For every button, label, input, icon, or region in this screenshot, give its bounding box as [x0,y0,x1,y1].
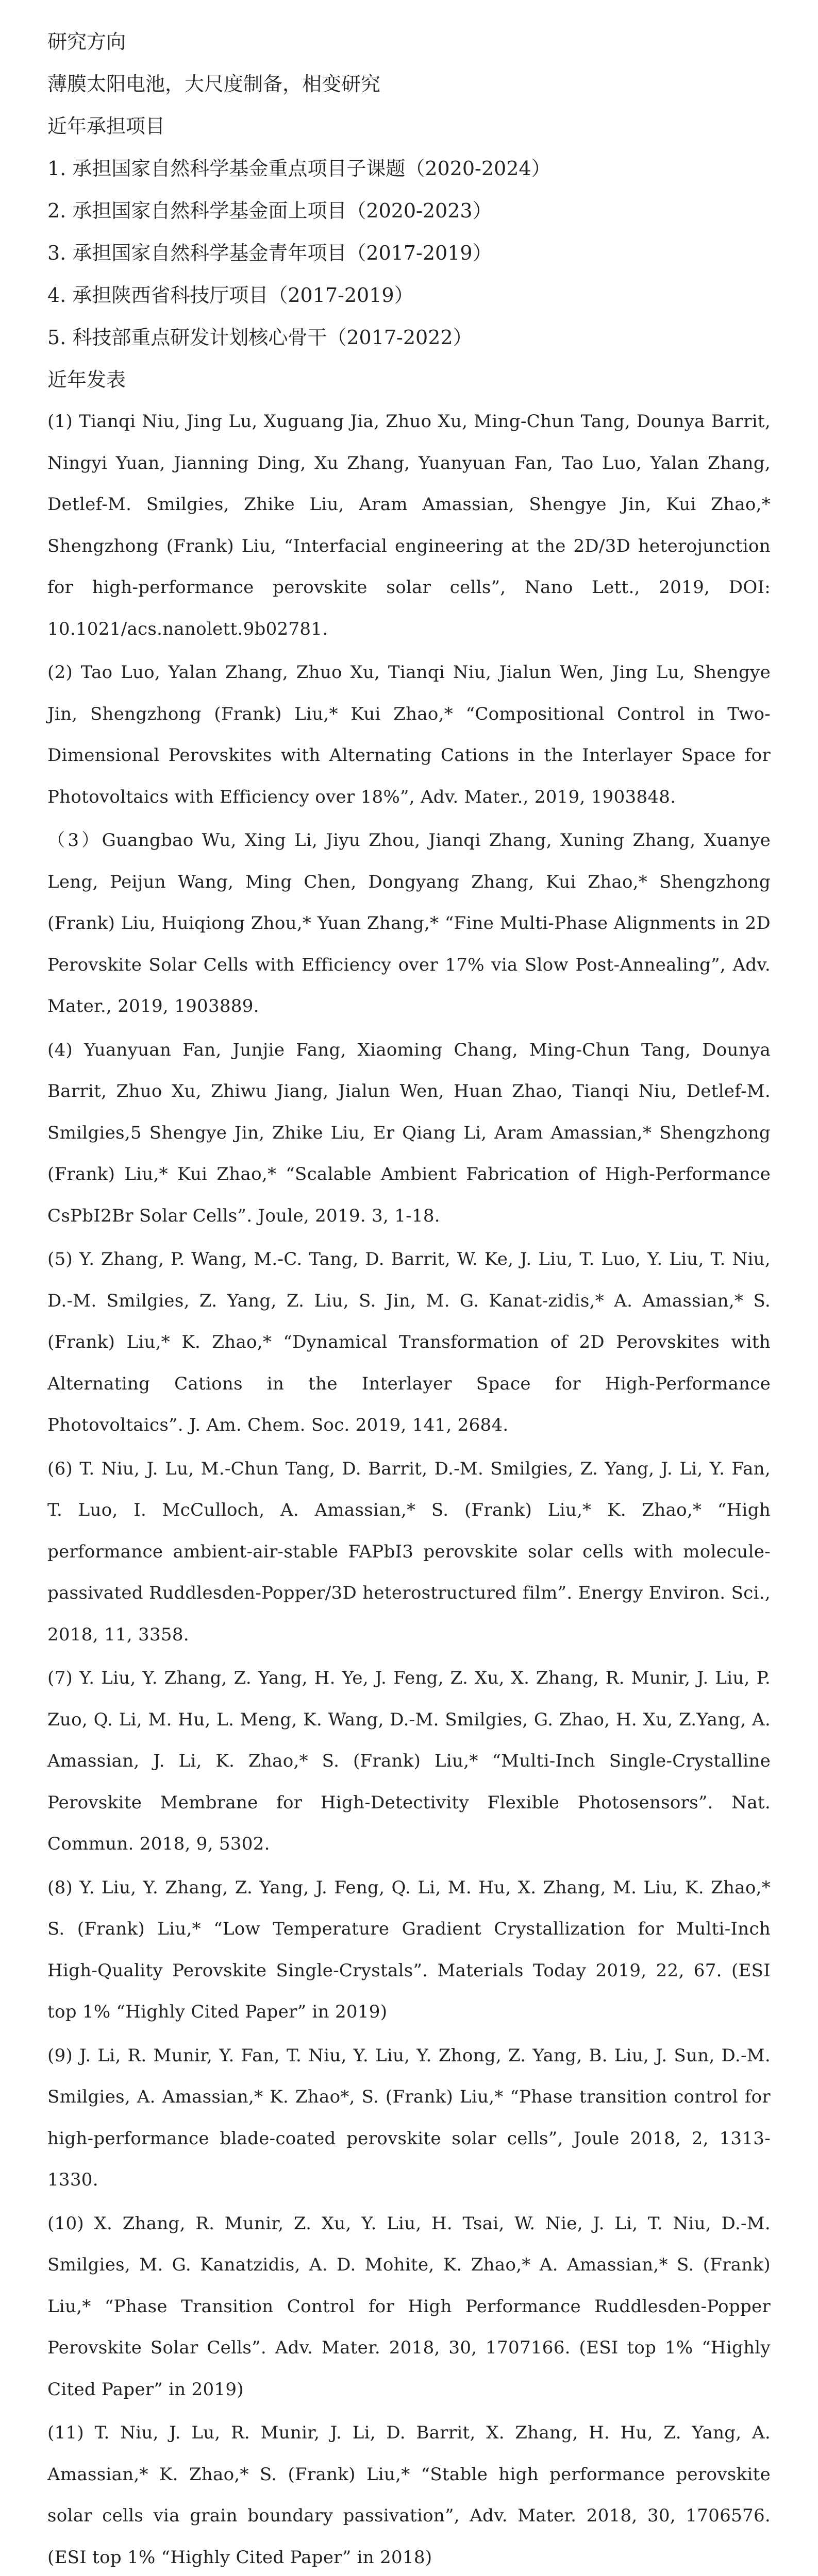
project-item: 3. 承担国家自然科学基金青年项目（2017-2019） [47,242,492,264]
publication-item: (9) J. Li, R. Munir, Y. Fan, T. Niu, Y. Liu, Y. Zhong, Z. Yang, B. Liu, J. Sun, D.-M. Smilgies, A. Amassian,* K. Zhao*, S. (Frank) Liu,* “Phase transition control for high-performance blade-coated perovskite solar cells”, Joule 2018, 2, 1313-1330. [47,2045,771,2190]
research-heading: 研究方向 [47,30,126,53]
publication-item: (7) Y. Liu, Y. Zhang, Z. Yang, H. Ye, J. Feng, Z. Xu, X. Zhang, R. Munir, J. Liu, P. Zuo, Q. Li, M. Hu, L. Meng, K. Wang, D.-M. Smilgies, G. Zhao, H. Xu, Z.Yang, A. Amassian, J. Li, K. Zhao,* S. (Frank) Liu,* “Multi-Inch Single-Crystalline Perovskite Membrane for High-Detectivity Flexible Photosensors”. Nat. Commun. 2018, 9, 5302. [47,1668,771,1854]
publications-heading: 近年发表 [47,368,126,391]
publication-item: (10) X. Zhang, R. Munir, Z. Xu, Y. Liu, H. Tsai, W. Nie, J. Li, T. Niu, D.-M. Smilgies, M. G. Kanatzidis, A. D. Mohite, K. Zhao,* A. Amassian,* S. (Frank) Liu,* “Phase Transition Control for High Performance Ruddlesden‐Popper Perovskite Solar Cells”. Adv. Mater. 2018, 30, 1707166. (ESI top 1% “Highly Cited Paper” in 2019) [47,2213,771,2400]
publications-section [47,359,771,2576]
project-item: 1. 承担国家自然科学基金重点项目子课题（2020-2024） [47,157,551,180]
publication-item: (6) T. Niu, J. Lu, M.-Chun Tang, D. Barrit, D.-M. Smilgies, Z. Yang, J. Li, Y. Fan, T. Luo, I. McCulloch, A. Amassian,* S. (Frank) Liu,* K. Zhao,* “High performance ambient-air-stable FAPbI3 perovskite solar cells with molecule-passivated Ruddlesden-Popper/3D heterostructured film”. Energy Environ. Sci., 2018, 11, 3358. [47,1458,771,1645]
projects-heading: 近年承担项目 [47,115,165,138]
project-item: 5. 科技部重点研发计划核心骨干（2017-2022） [47,326,473,349]
research-section [47,21,771,105]
projects-section [47,105,771,359]
publication-item: (8) Y. Liu, Y. Zhang, Z. Yang, J. Feng, Q. Li, M. Hu, X. Zhang, M. Liu, K. Zhao,* S. (Frank) Liu,* “Low Temperature Gradient Crystallization for Multi-Inch High-Quality Perovskite Single-Crystals”. Materials Today 2019, 22, 67. (ESI top 1% “Highly Cited Paper” in 2019) [47,1877,771,2022]
publication-item: (11) T. Niu, J. Lu, R. Munir, J. Li, D. Barrit, X. Zhang, H. Hu, Z. Yang, A. Amassian,* K. Zhao,* S. (Frank) Liu,* “Stable high performance perovskite solar cells via grain boundary passivation”, Adv. Mater. 2018, 30, 1706576. (ESI top 1% “Highly Cited Paper” in 2018) [47,2422,771,2568]
publication-item: （3）Guangbao Wu, Xing Li, Jiyu Zhou, Jianqi Zhang, Xuning Zhang, Xuanye Leng, Peijun Wang, Ming Chen, Dongyang Zhang, Kui Zhao,* Shengzhong (Frank) Liu, Huiqiong Zhou,* Yuan Zhang,* “Fine Multi‐Phase Alignments in 2D Perovskite Solar Cells with Efficiency over 17% via Slow Post‐Annealing”, Adv. Mater., 2019, 1903889. [47,830,771,1016]
project-item: 4. 承担陕西省科技厅项目（2017-2019） [47,284,414,307]
research-content: 薄膜太阳电池，大尺度制备，相变研究 [47,73,381,95]
publication-item: (1) Tianqi Niu, Jing Lu, Xuguang Jia, Zhuo Xu, Ming-Chun Tang, Dounya Barrit, Ningyi Yuan, Jianning Ding, Xu Zhang, Yuanyuan Fan, Tao Luo, Yalan Zhang, Detlef-M. Smilgies, Zhike Liu, Aram Amassian, Shengye Jin, Kui Zhao,* Shengzhong (Frank) Liu, “Interfacial engineering at the 2D/3D heterojunction for high-performance perovskite solar cells”, Nano Lett., 2019, DOI: 10.1021/acs.nanolett.9b02781. [47,411,771,639]
publication-item: (2) Tao Luo, Yalan Zhang, Zhuo Xu, Tianqi Niu, Jialun Wen, Jing Lu, Shengye Jin, Shengzhong (Frank) Liu,* Kui Zhao,* “Compositional Control in Two-Dimensional Perovskites with Alternating Cations in the Interlayer Space for Photovoltaics with Efficiency over 18%”, Adv. Mater., 2019, 1903848. [47,662,771,807]
project-item: 2. 承担国家自然科学基金面上项目（2020-2023） [47,199,492,222]
publication-item: (4) Yuanyuan Fan, Junjie Fang, Xiaoming Chang, Ming-Chun Tang, Dounya Barrit, Zhuo Xu, Zhiwu Jiang, Jialun Wen, Huan Zhao, Tianqi Niu, Detlef-M. Smilgies,5 Shengye Jin, Zhike Liu, Er Qiang Li, Aram Amassian,* Shengzhong (Frank) Liu,* Kui Zhao,* “Scalable Ambient Fabrication of High-Performance CsPbI2Br Solar Cells”. Joule, 2019. 3, 1-18. [47,1039,771,1226]
publication-item: (5) Y. Zhang, P. Wang, M.-C. Tang, D. Barrit, W. Ke, J. Liu, T. Luo, Y. Liu, T. Niu, D.-M. Smilgies, Z. Yang, Z. Liu, S. Jin, M. G. Kanat-zidis,* A. Amassian,* S. (Frank) Liu,* K. Zhao,* “Dynamical Transformation of 2D Perovskites with Alternating Cations in the Interlayer Space for High-Performance Photovoltaics”. J. Am. Chem. Soc. 2019, 141, 2684. [47,1249,771,1435]
